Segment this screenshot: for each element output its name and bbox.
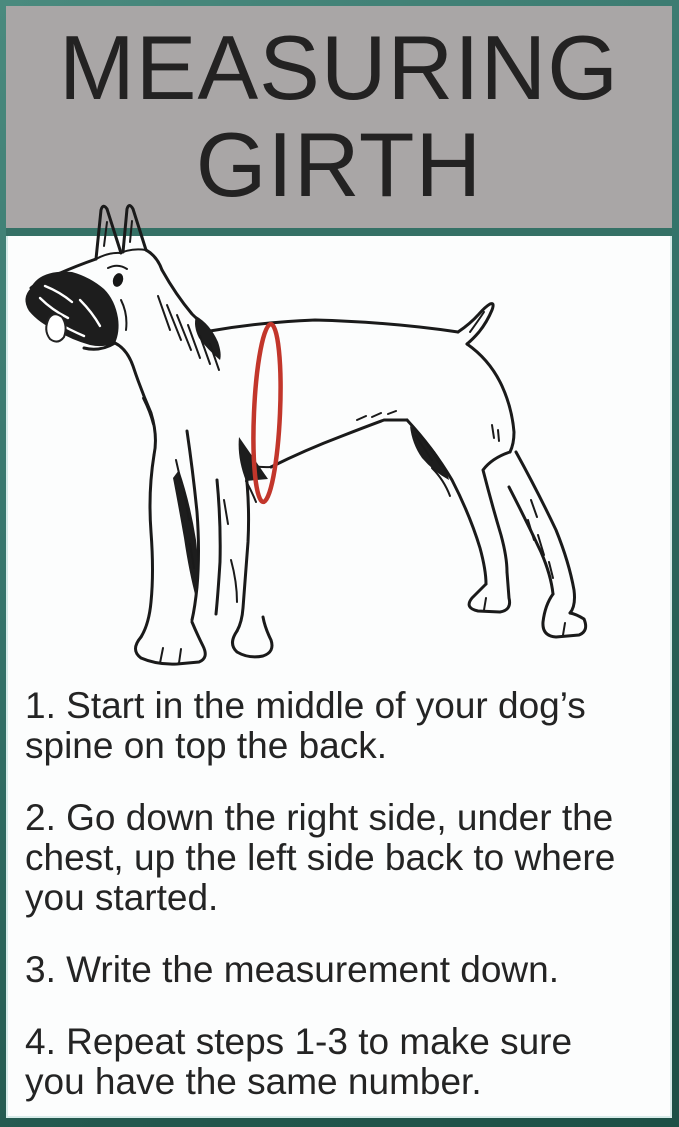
- instruction-step-4-line: 4. Repeat steps 1-3 to make sure: [25, 1021, 573, 1062]
- instruction-step-1-line: spine on top the back.: [25, 725, 388, 766]
- poster-title-line-1: MEASURING: [58, 18, 620, 119]
- girth-measure-line: [250, 324, 284, 503]
- dog-body-outline: [115, 270, 514, 467]
- dog-hind-legs: [407, 420, 586, 637]
- poster-inner-frame: [6, 6, 672, 1118]
- instruction-step-2: [25, 798, 665, 918]
- instruction-step-3-line: 3. Write the measurement down.: [25, 949, 560, 990]
- dog-head-icon: [25, 250, 162, 349]
- poster-title-line-2: GIRTH: [195, 115, 483, 216]
- dog-front-legs: [136, 431, 273, 664]
- instruction-step-1: [25, 686, 665, 766]
- instructions-list: [25, 686, 665, 1127]
- instruction-step-2-line: you started.: [25, 877, 219, 918]
- instruction-step-4-line: you have the same number.: [25, 1061, 482, 1102]
- instruction-step-3: [25, 950, 665, 990]
- instruction-step-2-line: chest, up the left side back to where: [25, 837, 616, 878]
- instruction-step-1-line: 1. Start in the middle of your dog’s: [25, 685, 586, 726]
- dog-ears-icon: [96, 206, 146, 260]
- instruction-step-4: [25, 1022, 665, 1102]
- dog-illustration: [6, 200, 672, 685]
- instruction-step-2-line: 2. Go down the right side, under the: [25, 797, 614, 838]
